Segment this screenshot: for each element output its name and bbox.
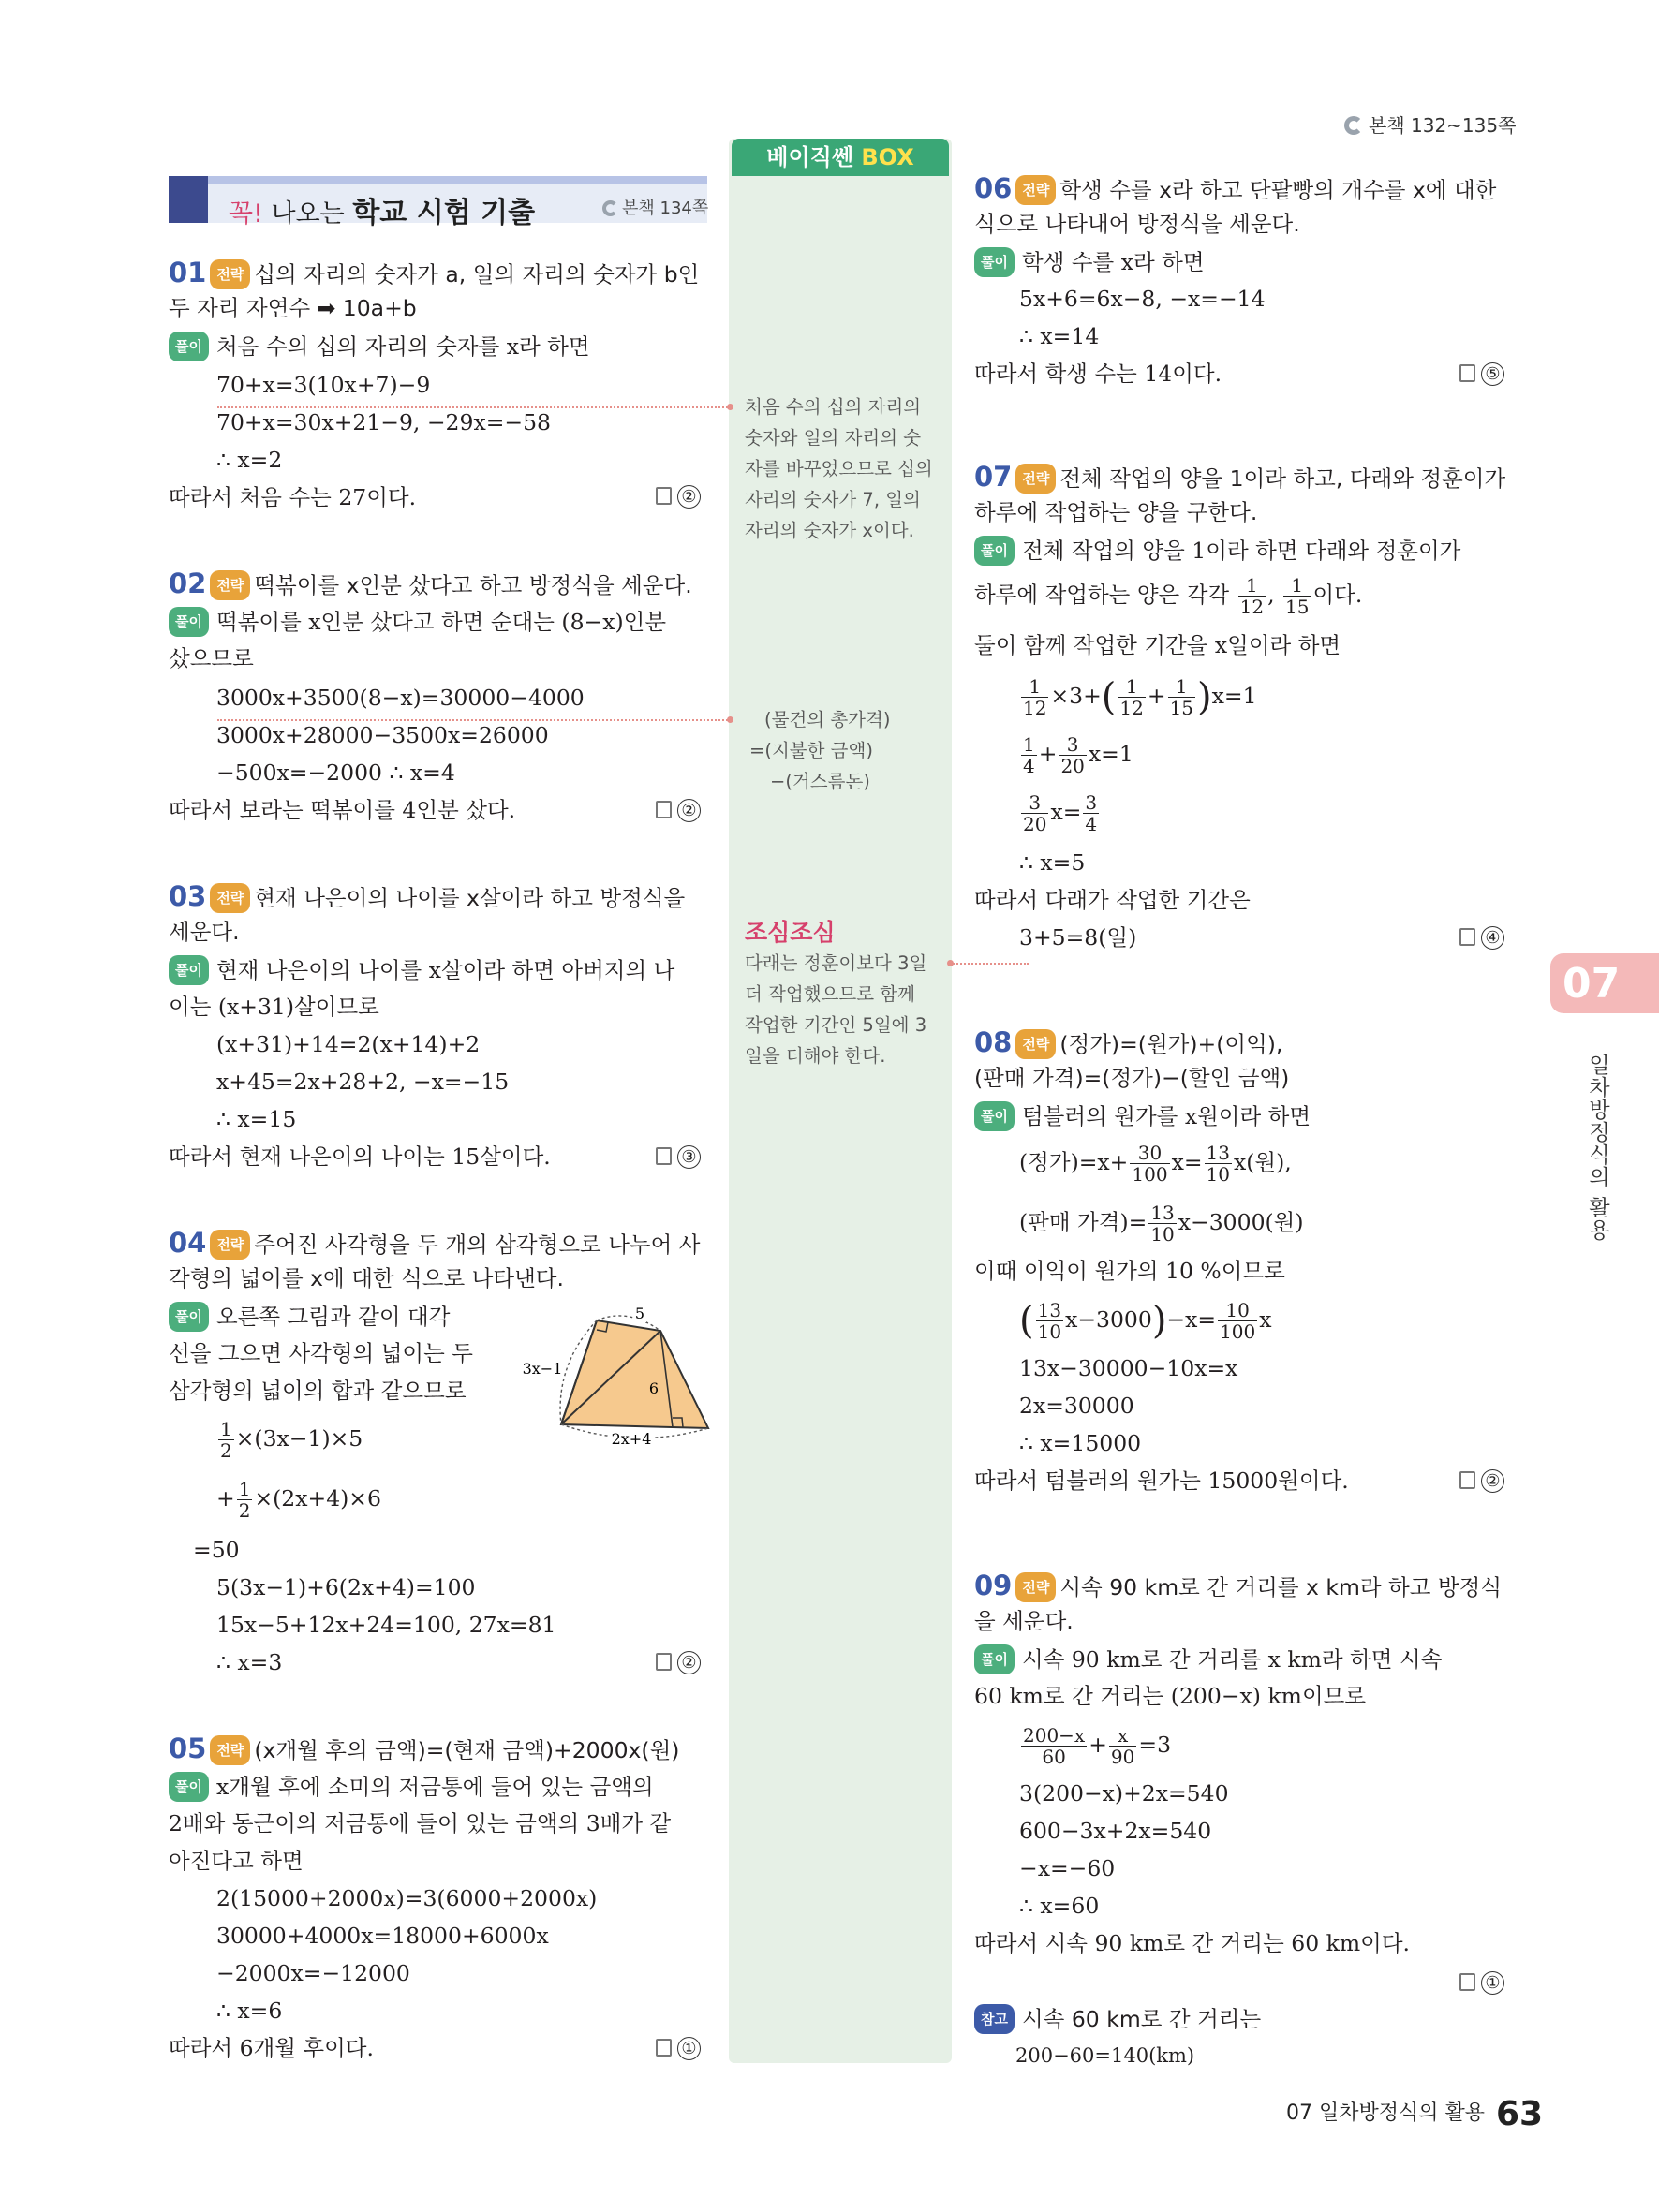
problem-07-solution: 풀이 전체 작업의 양을 1이라 하면 다래와 정훈이가 [974,536,1460,566]
problem-04-solution2: 선을 그으면 사각형의 넓이는 두 [169,1340,473,1366]
problem-08-solution2: 이때 이익이 원가의 10 %이므로 [974,1258,1285,1284]
problem-09-header: 09 전략 시속 90 km로 간 거리를 x km라 하고 방정식 [974,1570,1503,1601]
problem-03-solution2: 이는 (x+31)살이므로 [169,994,379,1020]
problem-03-eq2: x+45=2x+28+2, −x=−15 [216,1069,510,1095]
banner-top-stripe [208,176,707,184]
problem-07-strategy2: 하루에 작업하는 양을 구한다. [974,499,1258,525]
problem-09-eq1: 3(200−x)+2x=540 [1019,1780,1229,1806]
problem-06-eq2: ∴ x=14 [1019,323,1100,349]
problem-04-eq2: + $\frac{1}{2}$ ×(2x+4)×6 [216,1478,381,1522]
problem-06-header: 06 전략 학생 수를 x라 하고 단팥빵의 개수를 x에 대한 [974,172,1497,204]
problem-08-header: 08 전략 (정가)=(원가)+(이익), [974,1026,1283,1058]
problem-05-eq2: 30000+4000x=18000+6000x [216,1923,549,1949]
quadrilateral-figure [517,1300,714,1450]
problem-03-solution: 풀이 현재 나은이의 나이를 x살이라 하면 아버지의 나 [169,955,674,985]
problem-05-solution3: 아진다고 하면 [169,1848,304,1874]
problem-01-eq2: 70+x=30x+21−9, −29x=−58 [216,409,551,435]
problem-07-header: 07 전략 전체 작업의 양을 1이라 하고, 다래와 정훈이가 [974,461,1506,493]
problem-07-final: 3+5=8(일) [1019,924,1137,951]
page-number: 63 [1496,2095,1544,2133]
page-footer: 07 일차방정식의 활용 63 [1286,2095,1544,2133]
problem-06-eq1: 5x+6=6x−8, −x=−14 [1019,286,1266,312]
answer-icon [1459,1471,1475,1489]
problem-07-answer: ④ [1459,925,1504,950]
problem-02-header: 02 전략 떡볶이를 x인분 샀다고 하고 방정식을 세운다. [169,568,692,599]
problem-01-header: 01 전략 십의 자리의 숫자가 a, 일의 자리의 숫자가 b인 [169,257,700,288]
problem-02-solution2: 샀으므로 [169,645,254,671]
connector-dot [947,960,954,966]
problem-09-eq2: 600−3x+2x=540 [1019,1818,1212,1844]
connector-dot [727,716,733,723]
problem-03-strategy2: 세운다. [169,919,240,945]
page-reference: 본책 132~135쪽 [1344,111,1516,138]
problem-04-answer: ② [656,1650,701,1674]
chapter-tab-title: 일차방정식의 활용 [1585,1054,1609,1242]
answer-icon [1459,928,1475,946]
problem-07-eq3: $\frac{3}{20}$ x= $\frac{3}{4}$ [1023,791,1098,835]
problem-07-eq4: ∴ x=5 [1019,849,1086,876]
problem-02-eq2: 3000x+28000−3500x=26000 [216,722,549,748]
problem-08-solution: 풀이 텀블러의 원가를 x원이라 하면 [974,1101,1311,1131]
problem-07-eq2: $\frac{1}{4}$ + $\frac{3}{20}$ x=1 [1023,733,1133,777]
side-note-3: 다래는 정훈이보다 3일 더 작업했으므로 함께 작업한 기간인 5일에 3 일을 더해야 한다. [745,952,927,1067]
problem-02-eq3: −500x=−2000 ∴ x=4 [216,759,455,786]
problem-04-solution: 풀이 오른쪽 그림과 같이 대각 [169,1302,450,1332]
side-note-1: 처음 수의 십의 자리의 숫자와 일의 자리의 숫 자를 바꾸었으므로 십의 자리의 숫자가 7, 일의 자리의 숫자가 x이다. [745,396,933,541]
problem-01-answer: ② [656,484,701,509]
problem-03-eq3: ∴ x=15 [216,1106,297,1132]
banner-left-block [169,176,208,223]
problem-06-conclusion: 따라서 학생 수는 14이다. [974,361,1222,387]
problem-08-eq0: ( $\frac{13}{10}$ x−3000)−x= $\frac{10}{100}$ x [1019,1299,1272,1343]
problem-04-eq1: $\frac{1}{2}$ ×(3x−1)×5 [220,1418,363,1462]
reference-icon [1344,116,1363,135]
problem-03-answer: ③ [656,1144,701,1169]
problem-09-conclusion: 따라서 시속 90 km로 간 거리는 60 km이다. [974,1930,1411,1956]
banner-reference: 본책 134쪽 [602,195,708,219]
problem-06-strategy2: 식으로 나타내어 방정식을 세운다. [974,211,1300,237]
answer-icon [1459,364,1475,382]
problem-07-eq1: $\frac{1}{12}$ ×3+( $\frac{1}{12}$ + $\frac{1}{15}$ )x=1 [1023,675,1257,719]
problem-03-header: 03 전략 현재 나은이의 나이를 x살이라 하고 방정식을 [169,880,686,912]
side-note-2: (물건의 총가격) =(지불한 금액) −(거스름돈) [749,709,891,792]
problem-07-solution3: 둘이 함께 작업한 기간을 x일이라 하면 [974,632,1341,658]
problem-08-cost-line: (정가)=x+ $\frac{30}{100}$ x= $\frac{13}{10}$ x(원), [1019,1142,1292,1186]
problem-02-answer: ② [656,798,701,822]
problem-05-header: 05 전략 (x개월 후의 금액)=(현재 금액)+2000x(원) [169,1733,680,1764]
problem-09-solution2: 60 km로 간 거리는 (200−x) km이므로 [974,1683,1367,1709]
problem-01-eq3: ∴ x=2 [216,447,283,473]
problem-05-eq1: 2(15000+2000x)=3(6000+2000x) [216,1885,598,1911]
problem-05-conclusion: 따라서 6개월 후이다. [169,2035,374,2061]
label-left: 3x−1 [522,1360,563,1378]
problem-07-solution2: 하루에 작업하는 양은 각각 $\frac{1}{12}$ , $\frac{1}{15}$ 이다. [974,574,1363,618]
connector-dot [727,404,733,410]
problem-05-solution2: 2배와 동근이의 저금통에 들어 있는 금액의 3배가 같 [169,1810,672,1836]
problem-09-strategy2: 을 세운다. [974,1608,1074,1634]
problem-02-eq1: 3000x+3500(8−x)=30000−4000 [216,685,585,711]
quadrilateral-shape [561,1320,708,1428]
problem-04-strategy2: 각형의 넓이를 x에 대한 식으로 나타낸다. [169,1265,564,1291]
problem-03-eq1: (x+31)+14=2(x+14)+2 [216,1031,481,1057]
answer-icon [1459,1973,1475,1991]
problem-01-solution: 풀이 처음 수의 십의 자리의 숫자를 x라 하면 [169,332,590,361]
label-height: 6 [648,1379,659,1397]
problem-09-eq4: ∴ x=60 [1019,1893,1100,1919]
problem-08-conclusion: 따라서 텀블러의 원가는 15000원이다. [974,1467,1349,1494]
label-top: 5 [634,1305,645,1322]
problem-01-eq1: 70+x=3(10x+7)−9 [216,372,431,398]
problem-05-solution: 풀이 x개월 후에 소미의 저금통에 들어 있는 금액의 [169,1772,654,1802]
basic-box-title: 베이직쎈 BOX [732,139,949,176]
problem-09-note-eq: 200−60=140(km) [1015,2044,1195,2067]
problem-05-eq4: ∴ x=6 [216,1998,283,2024]
section-title: 꼭! 나오는 학교 시험 기출 [229,197,536,229]
problem-04-eq3: =50 [193,1537,240,1563]
chapter-tab-number: 07 [1563,960,1621,1008]
problem-08-sale-line: (판매 가격)= $\frac{13}{10}$ x−3000(원) [1019,1202,1304,1246]
problem-06-solution: 풀이 학생 수를 x라 하면 [974,247,1205,277]
problem-06-answer: ⑤ [1459,361,1504,386]
answer-icon [656,1147,672,1165]
problem-08-strategy2: (판매 가격)=(정가)−(할인 금액) [974,1065,1290,1091]
label-bottom: 2x+4 [611,1430,652,1448]
problem-04-eq5: 15x−5+12x+24=100, 27x=81 [216,1612,556,1638]
problem-09-eq3: −x=−60 [1019,1855,1116,1881]
reference-icon [602,200,618,216]
problem-05-eq3: −2000x=−12000 [216,1960,410,1986]
problem-02-solution: 풀이 떡볶이를 x인분 샀다고 하면 순대는 (8−x)인분 [169,607,666,637]
problem-09-solution: 풀이 시속 90 km로 간 거리를 x km라 하면 시속 [974,1644,1442,1674]
problem-08-eq1: 13x−30000−10x=x [1019,1355,1238,1381]
careful-title: 조심조심 [745,919,836,946]
problem-08-eq2: 2x=30000 [1019,1393,1134,1419]
problem-04-solution3: 삼각형의 넓이의 합과 같으므로 [169,1378,467,1404]
connector-line [950,963,1029,965]
problem-09-note: 참고 시속 60 km로 간 거리는 [974,2004,1261,2034]
problem-01-conclusion: 따라서 처음 수는 27이다. [169,484,417,510]
problem-05-answer: ① [656,2036,701,2060]
problem-04-eq6: ∴ x=3 [216,1649,283,1675]
problem-07-conclusion: 따라서 다래가 작업한 기간은 [974,887,1251,913]
problem-08-answer: ② [1459,1468,1504,1493]
problem-03-conclusion: 따라서 현재 나은이의 나이는 15살이다. [169,1143,551,1170]
problem-08-eq3: ∴ x=15000 [1019,1430,1142,1456]
answer-icon [656,2039,672,2057]
problem-09-answer: ① [1459,1970,1504,1995]
problem-09-eq0: $\frac{200-x}{60}$ + $\frac{x}{90}$ =3 [1023,1724,1172,1768]
problem-02-conclusion: 따라서 보라는 떡볶이를 4인분 샀다. [169,797,516,823]
problem-04-header: 04 전략 주어진 사각형을 두 개의 삼각형으로 나누어 사 [169,1227,701,1259]
problem-01-strategy2: 두 자리 자연수 ➡ 10a+b [169,295,417,321]
answer-icon [656,487,672,505]
answer-icon [656,1653,672,1671]
answer-icon [656,801,672,818]
problem-04-eq4: 5(3x−1)+6(2x+4)=100 [216,1574,476,1600]
